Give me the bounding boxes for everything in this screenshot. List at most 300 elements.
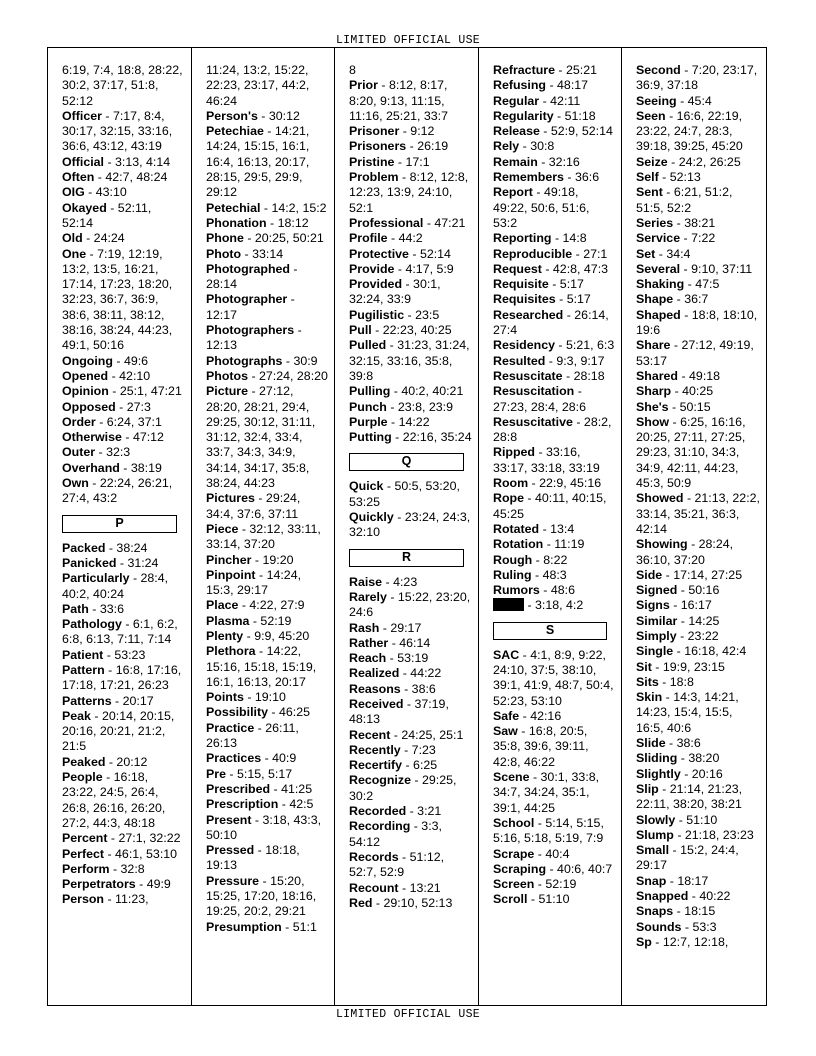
term-separator: -: [267, 705, 279, 720]
term-separator: -: [548, 277, 560, 292]
index-term: Rash: [349, 620, 380, 635]
page-line-refs: 33:16, 33:17, 33:18, 33:19: [493, 445, 600, 475]
term-separator: -: [531, 567, 543, 582]
index-entry: [349, 773, 472, 804]
index-entry: [493, 770, 615, 816]
index-entry: [206, 292, 328, 323]
page-line-refs: 32:8: [120, 861, 145, 876]
index-term: Officer: [62, 108, 102, 123]
term-separator: -: [684, 277, 696, 292]
index-term: Signed: [636, 583, 678, 598]
term-separator: -: [399, 666, 411, 681]
index-term: Sp: [636, 934, 652, 949]
page-line-refs: 51:18: [564, 108, 596, 123]
index-term: SAC: [493, 647, 520, 662]
page-line-refs: 38:6: [676, 736, 701, 751]
index-entry: [349, 124, 472, 139]
index-term: Rumors: [493, 583, 540, 598]
index-term: Piece: [206, 521, 239, 536]
index-entry: [62, 476, 185, 507]
index-entry: [493, 816, 615, 847]
page-line-refs: 3:13, 4:14: [115, 154, 171, 169]
index-entry: [636, 277, 763, 292]
page-line-refs: 8:22: [543, 552, 568, 567]
header-banner: LIMITED OFFICIAL USE: [335, 34, 481, 47]
page-line-refs: 28:14: [206, 277, 238, 292]
page-line-refs: 19:9, 23:15: [662, 659, 725, 674]
term-separator: -: [541, 261, 553, 276]
index-entry: [206, 63, 328, 109]
page-line-refs: 11:24, 13:2, 15:22, 22:23, 23:17, 44:2, 46:24: [206, 63, 310, 108]
page-line-refs: 12:17: [206, 307, 238, 322]
term-separator: -: [104, 662, 116, 677]
page-line-refs: 16:17: [680, 598, 712, 613]
term-separator: -: [382, 574, 394, 589]
page-line-refs: 4:1, 8:9, 9:22, 24:10, 37:5, 38:10, 39:1, 41:9, 48:7, 50:4, 52:23, 53:10: [493, 647, 614, 708]
page-line-refs: 53:23: [114, 647, 146, 662]
term-separator: -: [254, 720, 266, 735]
term-separator: -: [539, 124, 551, 139]
term-separator: -: [669, 598, 681, 613]
page-line-refs: 42:10: [119, 368, 151, 383]
page-line-refs: 33:6: [99, 601, 124, 616]
page-line-refs: 23:8, 23:9: [397, 399, 454, 414]
index-term: Prescribed: [206, 781, 271, 796]
index-entry: [493, 648, 615, 709]
index-entry: [493, 415, 615, 446]
term-separator: -: [655, 246, 667, 261]
index-entry: [636, 94, 763, 109]
index-entry: [636, 155, 763, 170]
term-separator: -: [517, 724, 529, 739]
page-line-refs: 13:4: [550, 521, 575, 536]
term-separator: -: [121, 430, 133, 445]
index-entry: [62, 109, 185, 155]
index-entry: [493, 583, 615, 598]
page-line-refs: 8:12, 12:8, 12:23, 13:9, 24:10, 52:1: [349, 170, 469, 215]
index-entry: [349, 479, 472, 510]
index-entry: [349, 247, 472, 262]
term-separator: -: [104, 892, 116, 907]
page-line-refs: 25:21: [566, 63, 598, 77]
page-line-refs: 6:25, 16:16, 20:25, 27:11, 27:25, 29:23, 31:10, 34:3, 34:9, 42:11, 44:23, 45:3, 50:9: [636, 414, 746, 491]
index-term: Refracture: [493, 63, 555, 77]
term-separator: -: [371, 323, 383, 338]
term-separator: -: [379, 620, 391, 635]
index-entry: [493, 445, 615, 476]
index-entry: [62, 755, 185, 770]
index-term: Raise: [349, 574, 383, 589]
index-entry: [349, 323, 472, 338]
term-separator: -: [95, 445, 107, 460]
page-line-refs: 25:1, 47:21: [119, 384, 182, 399]
section-letter-r: R: [349, 549, 464, 567]
index-term: Share: [636, 338, 671, 353]
term-separator: -: [106, 200, 118, 215]
index-term: Points: [206, 690, 244, 705]
index-term: Person's: [206, 108, 258, 123]
term-separator: -: [243, 690, 255, 705]
index-term: Order: [62, 414, 96, 429]
page-line-refs: 30:12: [268, 108, 300, 123]
index-entry: [636, 889, 763, 904]
index-frame: [47, 47, 767, 1006]
term-separator: -: [402, 277, 414, 292]
index-entry: [62, 445, 185, 460]
index-term: Reporting: [493, 231, 552, 246]
index-entry: [62, 831, 185, 846]
index-term: Reasons: [349, 681, 401, 696]
index-term: Resuscitative: [493, 414, 573, 429]
page-line-refs: 32:12, 33:11, 33:14, 37:20: [206, 521, 321, 552]
index-term: Series: [636, 215, 674, 230]
term-separator: -: [563, 170, 575, 185]
index-term: Single: [636, 644, 674, 659]
term-separator: -: [387, 414, 399, 429]
index-term: Resuscitate: [493, 368, 563, 383]
index-term: She's: [636, 399, 669, 414]
index-entry: [493, 522, 615, 537]
index-entry: [206, 369, 328, 384]
index-term: Photographer: [206, 292, 288, 307]
term-separator: -: [260, 200, 272, 215]
index-entry: [349, 400, 472, 415]
term-separator: -: [289, 261, 298, 276]
index-term: Regularity: [493, 108, 554, 123]
page-line-refs: 5:21, 6:3: [566, 338, 615, 353]
index-entry: [349, 728, 472, 743]
page-line-refs: 38:21: [684, 215, 716, 230]
page-line-refs: 5:14, 5:15, 5:16, 5:18, 5:19, 7:9: [493, 815, 604, 846]
page-line-refs: 38:19: [130, 460, 162, 475]
index-term: Report: [493, 185, 533, 200]
index-entry: [636, 216, 763, 231]
index-term: Pressed: [206, 843, 255, 858]
index-entry: [349, 636, 472, 651]
index-term: Pre: [206, 766, 226, 781]
term-separator: -: [90, 708, 102, 723]
page-line-refs: 34:4: [666, 246, 691, 261]
index-entry: [349, 850, 472, 881]
term-separator: -: [86, 246, 98, 261]
term-separator: -: [543, 537, 555, 552]
index-entry: [493, 338, 615, 353]
index-term: Rarely: [349, 589, 387, 604]
term-separator: -: [88, 476, 100, 491]
term-separator: -: [403, 696, 415, 711]
index-entry: [493, 63, 615, 78]
page-line-refs: 27:3: [126, 399, 151, 414]
redaction-bar: [493, 598, 524, 611]
term-separator: -: [539, 93, 551, 108]
index-entry: [206, 614, 328, 629]
page-line-refs: 52:13: [669, 170, 701, 185]
index-term: Resuscitation: [493, 384, 575, 399]
page-line-refs: 9:10, 37:11: [691, 261, 753, 276]
index-term: Perfect: [62, 846, 105, 861]
page-line-refs: 18:12: [277, 215, 309, 230]
term-separator: -: [404, 307, 416, 322]
index-entry: [62, 415, 185, 430]
index-entry: [493, 155, 615, 170]
term-separator: -: [135, 877, 147, 892]
index-entry: [206, 920, 328, 935]
index-term: Shaking: [636, 277, 685, 292]
index-term: Researched: [493, 307, 564, 322]
term-separator: -: [386, 399, 398, 414]
index-entry: [493, 598, 615, 613]
page-line-refs: 7:23: [411, 742, 436, 757]
index-term: Slip: [636, 781, 659, 796]
page-line-refs: 24:2, 26:25: [678, 154, 741, 169]
index-entry: [636, 568, 763, 583]
index-term: Room: [493, 476, 529, 491]
term-separator: -: [383, 479, 395, 494]
index-entry: [636, 843, 763, 874]
term-separator: -: [263, 124, 275, 139]
page-line-refs: 47:5: [695, 277, 720, 292]
index-column-5: [622, 48, 765, 1005]
term-separator: -: [259, 873, 271, 888]
page-line-refs: 20:14, 20:15, 20:16, 20:21, 21:2, 21:5: [62, 708, 175, 754]
index-entry: [62, 617, 185, 648]
page-line-refs: 40:4: [545, 846, 570, 861]
index-term: Quick: [349, 479, 384, 494]
index-term: Remain: [493, 154, 538, 169]
index-entry: [493, 231, 615, 246]
index-term: Place: [206, 598, 239, 613]
index-term: School: [493, 815, 535, 830]
term-separator: -: [673, 215, 685, 230]
index-term: Sits: [636, 674, 659, 689]
term-separator: -: [524, 598, 536, 613]
index-entry: [62, 247, 185, 354]
index-term: Seen: [636, 108, 666, 123]
page-line-refs: 11:23,: [115, 892, 149, 907]
term-separator: -: [394, 154, 406, 169]
index-term: Recognize: [349, 773, 411, 788]
index-term: Shaped: [636, 307, 681, 322]
index-entry: [493, 94, 615, 109]
index-entry: [636, 736, 763, 751]
term-separator: -: [105, 754, 117, 769]
index-term: Pinpoint: [206, 567, 256, 582]
page-line-refs: 14:24, 15:3, 29:17: [206, 567, 302, 598]
index-term: Provide: [349, 261, 395, 276]
page-line-refs: 12:13: [206, 338, 238, 353]
page-line-refs: 27:1, 32:22: [118, 831, 181, 846]
page-line-refs: 23:24, 24:3, 32:10: [349, 510, 471, 540]
term-separator: -: [669, 414, 681, 429]
index-entry: [493, 109, 615, 124]
page-line-refs: 52:14: [419, 246, 451, 261]
index-term: Self: [636, 170, 659, 185]
page-line-refs: 18:8: [669, 674, 694, 689]
term-separator: -: [129, 571, 141, 586]
page-line-refs: 29:25, 30:2: [349, 773, 457, 803]
term-separator: -: [255, 567, 267, 582]
index-entry: [636, 63, 763, 94]
index-entry: [636, 614, 763, 629]
page-line-refs: 32:3: [106, 445, 131, 460]
term-separator: -: [255, 644, 267, 659]
page-line-refs: 51:10: [686, 812, 718, 827]
term-separator: -: [105, 540, 117, 555]
index-term: Putting: [349, 430, 392, 445]
index-term: Screen: [493, 877, 535, 892]
page-line-refs: 40:9: [272, 751, 297, 766]
index-entry: [62, 369, 185, 384]
section-letter-s: S: [493, 622, 607, 640]
page-line-refs: 42:16: [530, 708, 562, 723]
index-term: Packed: [62, 540, 106, 555]
term-separator: -: [287, 292, 295, 307]
index-term: Profile: [349, 231, 388, 246]
index-entry: [349, 881, 472, 896]
index-entry: [206, 384, 328, 491]
page-line-refs: 19:20: [262, 552, 294, 567]
index-entry: [349, 308, 472, 323]
page-line-refs: 27:23, 28:4, 28:6: [493, 399, 587, 414]
index-entry: [636, 767, 763, 782]
page-line-refs: 17:1: [405, 154, 430, 169]
term-separator: -: [545, 353, 557, 368]
term-separator: -: [677, 583, 689, 598]
term-separator: -: [662, 690, 674, 705]
page-line-refs: 4:23: [393, 574, 418, 589]
index-term: Picture: [206, 384, 249, 399]
index-entry: [493, 308, 615, 339]
index-entry: [493, 724, 615, 770]
index-entry: [636, 338, 763, 369]
index-term: Plethora: [206, 644, 256, 659]
index-entry: [62, 648, 185, 663]
index-term: Safe: [493, 708, 520, 723]
term-separator: -: [671, 384, 683, 399]
index-entry: [62, 155, 185, 170]
page-line-refs: 9:12: [410, 124, 435, 139]
index-term: Plenty: [206, 628, 244, 643]
page-line-refs: 16:18, 23:22, 24:5, 26:4, 26:8, 26:16, 26:20, 27:2, 44:3, 48:18: [62, 770, 166, 830]
index-entry: [206, 843, 328, 874]
page-line-refs: 33:14: [252, 246, 284, 261]
index-column-4: [479, 48, 622, 1005]
index-term: Several: [636, 261, 681, 276]
term-separator: -: [393, 510, 405, 525]
term-separator: -: [534, 846, 546, 861]
index-entry: [349, 896, 472, 911]
index-term: Seize: [636, 154, 668, 169]
term-separator: -: [249, 613, 261, 628]
page-line-refs: 47:12: [132, 430, 164, 445]
index-term: Residency: [493, 338, 555, 353]
index-entry: [62, 847, 185, 862]
page-line-refs: 42:5: [289, 797, 314, 812]
page-line-refs: 24:24: [93, 231, 125, 246]
index-entry: [636, 598, 763, 613]
index-term: Punch: [349, 399, 387, 414]
term-separator: -: [278, 797, 290, 812]
page-line-refs: 3:21: [417, 804, 442, 819]
term-separator: -: [248, 384, 260, 399]
page-line-refs: 11:19: [554, 537, 585, 552]
index-term: Perform: [62, 861, 110, 876]
index-term: Opened: [62, 368, 109, 383]
term-separator: -: [651, 659, 663, 674]
index-term: Red: [349, 895, 373, 910]
page-line-refs: 30:9: [293, 353, 318, 368]
term-separator: -: [386, 338, 398, 353]
page-line-refs: 26:11, 26:13: [206, 720, 299, 751]
page-line-refs: 31:24: [127, 555, 159, 570]
page-line-refs: 14:2, 15:2: [271, 200, 327, 215]
index-entry: [636, 874, 763, 889]
index-entry: [62, 877, 185, 892]
term-separator: -: [562, 368, 574, 383]
index-term: Sounds: [636, 919, 682, 934]
term-separator: -: [528, 476, 540, 491]
index-term: Pull: [349, 323, 372, 338]
index-term: Outer: [62, 445, 96, 460]
index-column-1: [48, 48, 192, 1005]
section-letter-q: Q: [349, 453, 464, 471]
index-entry: [493, 185, 615, 231]
page-line-refs: 45:4: [687, 93, 712, 108]
index-entry: [206, 124, 328, 200]
index-term: Prescription: [206, 797, 279, 812]
index-entry: [493, 553, 615, 568]
index-term: Percent: [62, 831, 108, 846]
index-term: Rotation: [493, 537, 544, 552]
index-entry: [62, 461, 185, 476]
index-term: Quickly: [349, 510, 394, 525]
page-line-refs: 46:14: [399, 635, 431, 650]
page-line-refs: 7:20, 23:17, 36:9, 37:18: [636, 63, 758, 93]
page-line-refs: 51:10: [538, 892, 570, 907]
index-term: Ripped: [493, 445, 535, 460]
term-separator: -: [261, 751, 273, 766]
index-entry: [493, 877, 615, 892]
page-line-refs: 16:8, 17:16, 17:18, 17:21, 26:23: [62, 662, 182, 693]
page-line-refs: 49:18, 49:22, 50:6, 51:6, 53:2: [493, 185, 590, 230]
index-entry: [62, 384, 185, 399]
index-entry: [62, 892, 185, 907]
index-entry: [636, 828, 763, 843]
index-entry: [349, 819, 472, 850]
term-separator: -: [662, 567, 674, 582]
index-entry: [206, 323, 328, 354]
index-entry: [636, 308, 763, 339]
index-entry: [62, 541, 185, 556]
index-entry: [206, 751, 328, 766]
index-term: People: [62, 770, 103, 785]
term-separator: -: [394, 261, 406, 276]
index-entry: [349, 743, 472, 758]
page-line-refs: 42:7, 48:24: [105, 170, 168, 185]
index-term: Recording: [349, 819, 411, 834]
term-separator: -: [668, 399, 680, 414]
term-separator: -: [386, 651, 398, 666]
term-separator: -: [108, 384, 120, 399]
index-term: Recount: [349, 880, 399, 895]
index-term: Okayed: [62, 200, 107, 215]
term-separator: -: [678, 368, 690, 383]
index-entry: [349, 510, 472, 541]
term-separator: -: [572, 414, 584, 429]
term-separator: -: [535, 445, 547, 460]
index-term: Snaps: [636, 904, 674, 919]
index-entry: [206, 262, 328, 293]
